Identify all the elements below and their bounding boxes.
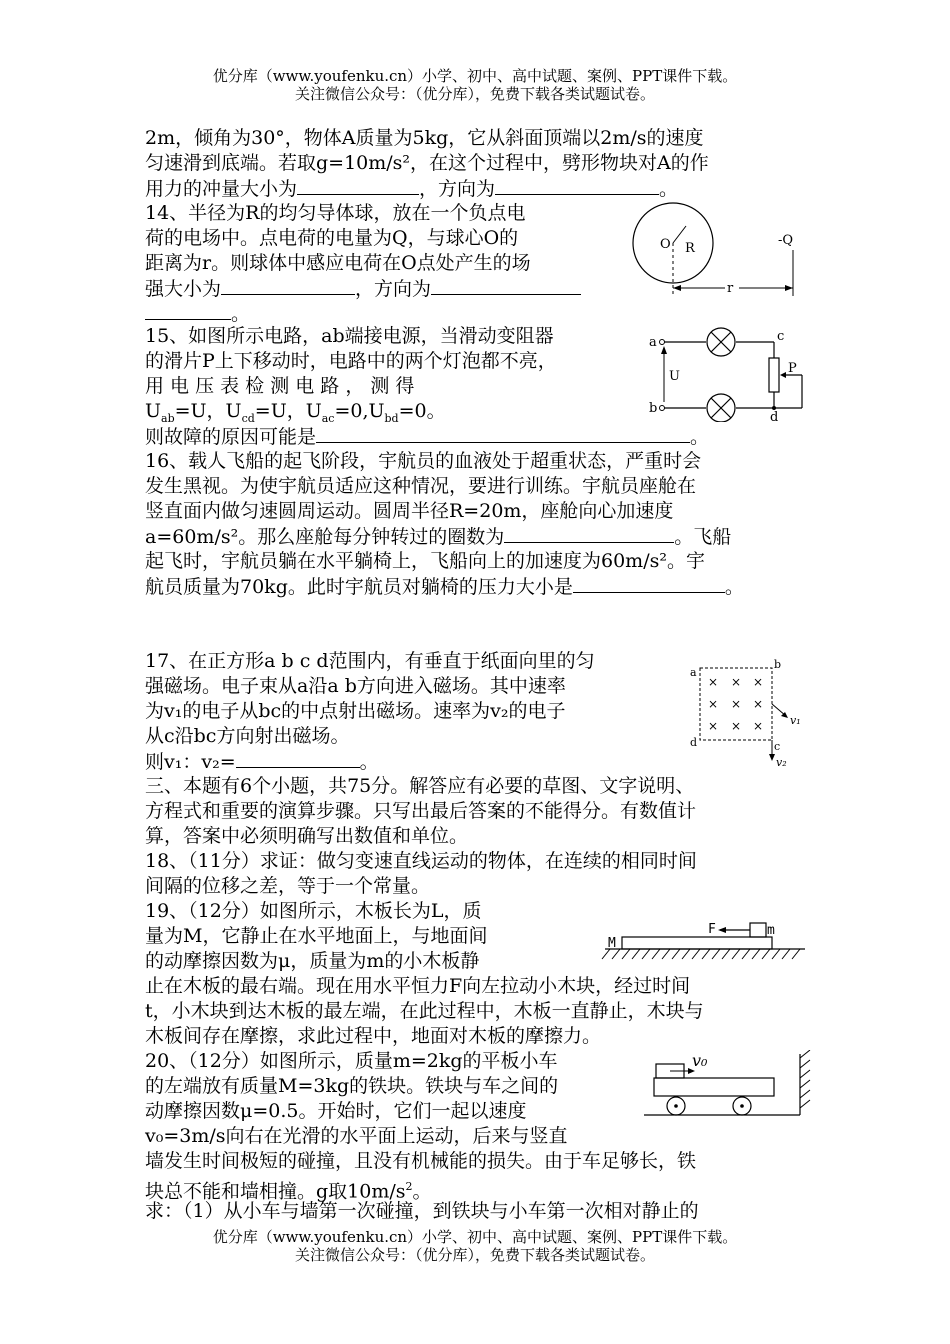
q19-line-3: 的动摩擦因数为μ，质量为m的小木板静	[145, 950, 480, 972]
q20-line-7: 求：（1）从小车与墙第一次碰撞，到铁块与小车第一次相对静止的	[145, 1200, 699, 1222]
header-line-2: 关注微信公众号：（优分库），免费下载各类试题试卷。	[294, 85, 655, 103]
q16-line-5: 起飞时，宇航员躺在水平躺椅上，飞船向上的加速度为60m/s²。宇	[145, 550, 705, 572]
q15-line-4: $U_{ab}=U$，$U_{cd}=U$，$U_{ac}=0,U_{bd}=0$。	[145, 400, 446, 425]
label-b: b	[774, 658, 782, 671]
q20-line-4: v₀=3m/s向右在光滑的水平面上运动，后来与竖直	[145, 1125, 568, 1147]
q16-text-b: 。飞船	[674, 526, 732, 548]
q19-line-5: t，小木块到达木板的最左端，在此过程中，木板一直静止，木块与	[145, 1000, 704, 1022]
q14-line-2: 荷的电场中。点电荷的电量为Q，与球心O的	[145, 227, 519, 249]
svg-text:×: ×	[731, 675, 742, 689]
label-F: F	[708, 922, 716, 937]
label-r-radius: R	[685, 241, 695, 256]
q13-line-1: 2m，倾角为30°，物体A质量为5kg，它从斜面顶端以2m/s的速度	[145, 127, 704, 149]
label-m: m	[767, 923, 775, 938]
q14-text-c: 。	[231, 303, 251, 325]
q19-line-1: 19、（12分）如图所示，木板长为L，质	[145, 900, 482, 922]
q13-line-3	[145, 176, 678, 202]
q20-line-6: 块总不能和墙相撞。g取$10m/s^2$。	[145, 1180, 432, 1203]
label-c: c	[777, 329, 785, 344]
label-d: d	[770, 410, 779, 422]
label-v0: v₀	[692, 1051, 708, 1070]
q19-board-figure	[600, 918, 810, 966]
wall-hatching	[800, 1050, 810, 1108]
answer-blank[interactable]	[297, 176, 419, 195]
answer-blank[interactable]	[145, 301, 231, 320]
q17-line-5	[145, 749, 379, 775]
field-crosses	[708, 675, 763, 733]
section3-line-3: 算，答案中必须明确写出数值和单位。	[145, 825, 469, 847]
q17-line-2: 强磁场。电子束从a沿a b方向进入磁场。其中速率	[145, 675, 566, 697]
q14-line-3: 距离为r。则球体中感应电荷在O点处产生的场	[145, 252, 531, 274]
q19-line-4: 止在木板的最右端。现在用水平恒力F向左拉动小木块，经过时间	[145, 975, 691, 997]
svg-text:×: ×	[753, 697, 764, 711]
q14-sphere-figure	[628, 198, 808, 302]
label-c: c	[774, 740, 781, 753]
q13-text-b: ，方向为	[419, 178, 496, 200]
label-a: a	[690, 666, 697, 679]
label-r-distance: r	[727, 281, 734, 296]
label-d: d	[690, 736, 698, 749]
q13-text-c: 。	[659, 178, 679, 200]
answer-blank[interactable]	[236, 749, 360, 768]
q20-cart-figure	[640, 1050, 815, 1122]
q16-line-6	[145, 574, 744, 600]
q15-line-3: 用 电 压 表 检 测 电 路 ， 测 得	[145, 375, 415, 397]
label-o: O	[660, 237, 671, 252]
q20-line-2: 的左端放有质量M=3kg的铁块。铁块与车之间的	[145, 1075, 559, 1097]
svg-text:×: ×	[708, 697, 719, 711]
svg-text:×: ×	[753, 719, 764, 733]
answer-blank[interactable]	[316, 424, 690, 443]
q18-line-1: 18、（11分）求证：做匀变速直线运动的物体，在连续的相同时间	[145, 850, 697, 872]
label-b: b	[649, 401, 658, 416]
answer-blank[interactable]	[504, 524, 674, 543]
ground-hatching	[602, 949, 800, 959]
label-u: U	[669, 369, 680, 384]
q17-line-1: 17、在正方形a b c d范围内，有垂直于纸面向里的匀	[145, 650, 595, 672]
footer-line-2: 关注微信公众号：（优分库），免费下载各类试题试卷。	[294, 1246, 655, 1264]
q15-line-5	[145, 424, 709, 450]
q14-text-b: ，方向为	[355, 278, 432, 300]
header-line-1: 优分库（www.youfenku.cn）小学、初中、高中试题、案例、PPT课件下载。	[212, 67, 738, 85]
q16-line-2: 发生黑视。为使宇航员适应这种情况，要进行训练。宇航员座舱在	[145, 475, 697, 497]
footer-line-1: 优分库（www.youfenku.cn）小学、初中、高中试题、案例、PPT课件下载。	[212, 1228, 738, 1246]
svg-text:×: ×	[708, 675, 719, 689]
q20-line-3: 动摩擦因数μ=0.5。开始时，它们一起以速度	[145, 1100, 527, 1122]
q13-line-2: 匀速滑到底端。若取g=10m/s²，在这个过程中，劈形物块对A的作	[145, 152, 709, 174]
q16-line-4	[145, 524, 731, 550]
q15-text-a: 则故障的原因可能是	[145, 426, 317, 448]
q17-text-a: 则v₁：v₂=	[145, 751, 236, 773]
q16-line-3: 竖直面内做匀速圆周运动。圆周半径R=20m，座舱向心加速度	[145, 500, 674, 522]
block-m	[750, 923, 766, 937]
svg-text:×: ×	[731, 697, 742, 711]
arrow-head-right	[785, 285, 793, 291]
answer-blank[interactable]	[573, 574, 725, 593]
q15-circuit-figure	[646, 326, 811, 422]
answer-blank[interactable]	[431, 276, 581, 295]
board-M	[622, 937, 772, 949]
q16-text-b2: 。	[724, 576, 744, 598]
q20-line-1: 20、（12分）如图所示，质量m=2kg的平板小车	[145, 1050, 558, 1072]
q15-text-b: 。	[690, 426, 710, 448]
answer-blank[interactable]	[495, 176, 659, 195]
label-a: a	[649, 335, 657, 350]
svg-text:×: ×	[731, 719, 742, 733]
q19-line-2: 量为M，它静止在水平地面上，与地面间	[145, 925, 488, 947]
q17-magnetic-field-figure	[688, 658, 818, 770]
label-M: M	[608, 936, 616, 951]
q17-text-b: 。	[359, 751, 379, 773]
q16-line-1: 16、载人飞船的起飞阶段，宇航员的血液处于超重状态，严重时会	[145, 450, 702, 472]
q15-line-1: 15、如图所示电路，ab端接电源，当滑动变阻器	[145, 325, 554, 347]
q13-text-a: 用力的冲量大小为	[145, 178, 298, 200]
q16-text-a2: 航员质量为70kg。此时宇航员对躺椅的压力大小是	[145, 576, 573, 598]
svg-text:×: ×	[753, 675, 764, 689]
section3-line-1: 三、本题有6个小题，共75分。解答应有必要的草图、文字说明、	[145, 775, 695, 797]
q14-line-4	[145, 276, 581, 302]
q17-line-4: 从c沿bc方向射出磁场。	[145, 725, 350, 747]
answer-blank[interactable]	[221, 276, 355, 295]
section3-line-2: 方程式和重要的演算步骤。只写出最后答案的不能得分。有数值计	[145, 800, 697, 822]
q20-line-5: 墙发生时间极短的碰撞，且没有机械能的损失。由于车足够长，铁	[145, 1150, 697, 1172]
cart-body	[654, 1078, 774, 1096]
q18-line-2: 间隔的位移之差，等于一个常量。	[145, 875, 431, 897]
label-v2: v₂	[776, 756, 787, 769]
label-v1: v₁	[790, 714, 801, 727]
arrow-head-left	[673, 285, 681, 291]
q16-text-a: a=60m/s²。那么座舱每分钟转过的圈数为	[145, 526, 505, 548]
label-p: P	[788, 361, 797, 376]
q14-line-1: 14、半径为R的均匀导体球，放在一个负点电	[145, 202, 526, 224]
label-charge: -Q	[778, 233, 794, 248]
q19-line-6: 木板间存在摩擦，求此过程中，地面对木板的摩擦力。	[145, 1025, 602, 1047]
q15-line-2: 的滑片P上下移动时，电路中的两个灯泡都不亮，	[145, 350, 557, 372]
q17-line-3: 为v₁的电子从bc的中点射出磁场。速率为v₂的电子	[145, 700, 566, 722]
svg-text:×: ×	[708, 719, 719, 733]
q14-text-a: 强大小为	[145, 278, 222, 300]
